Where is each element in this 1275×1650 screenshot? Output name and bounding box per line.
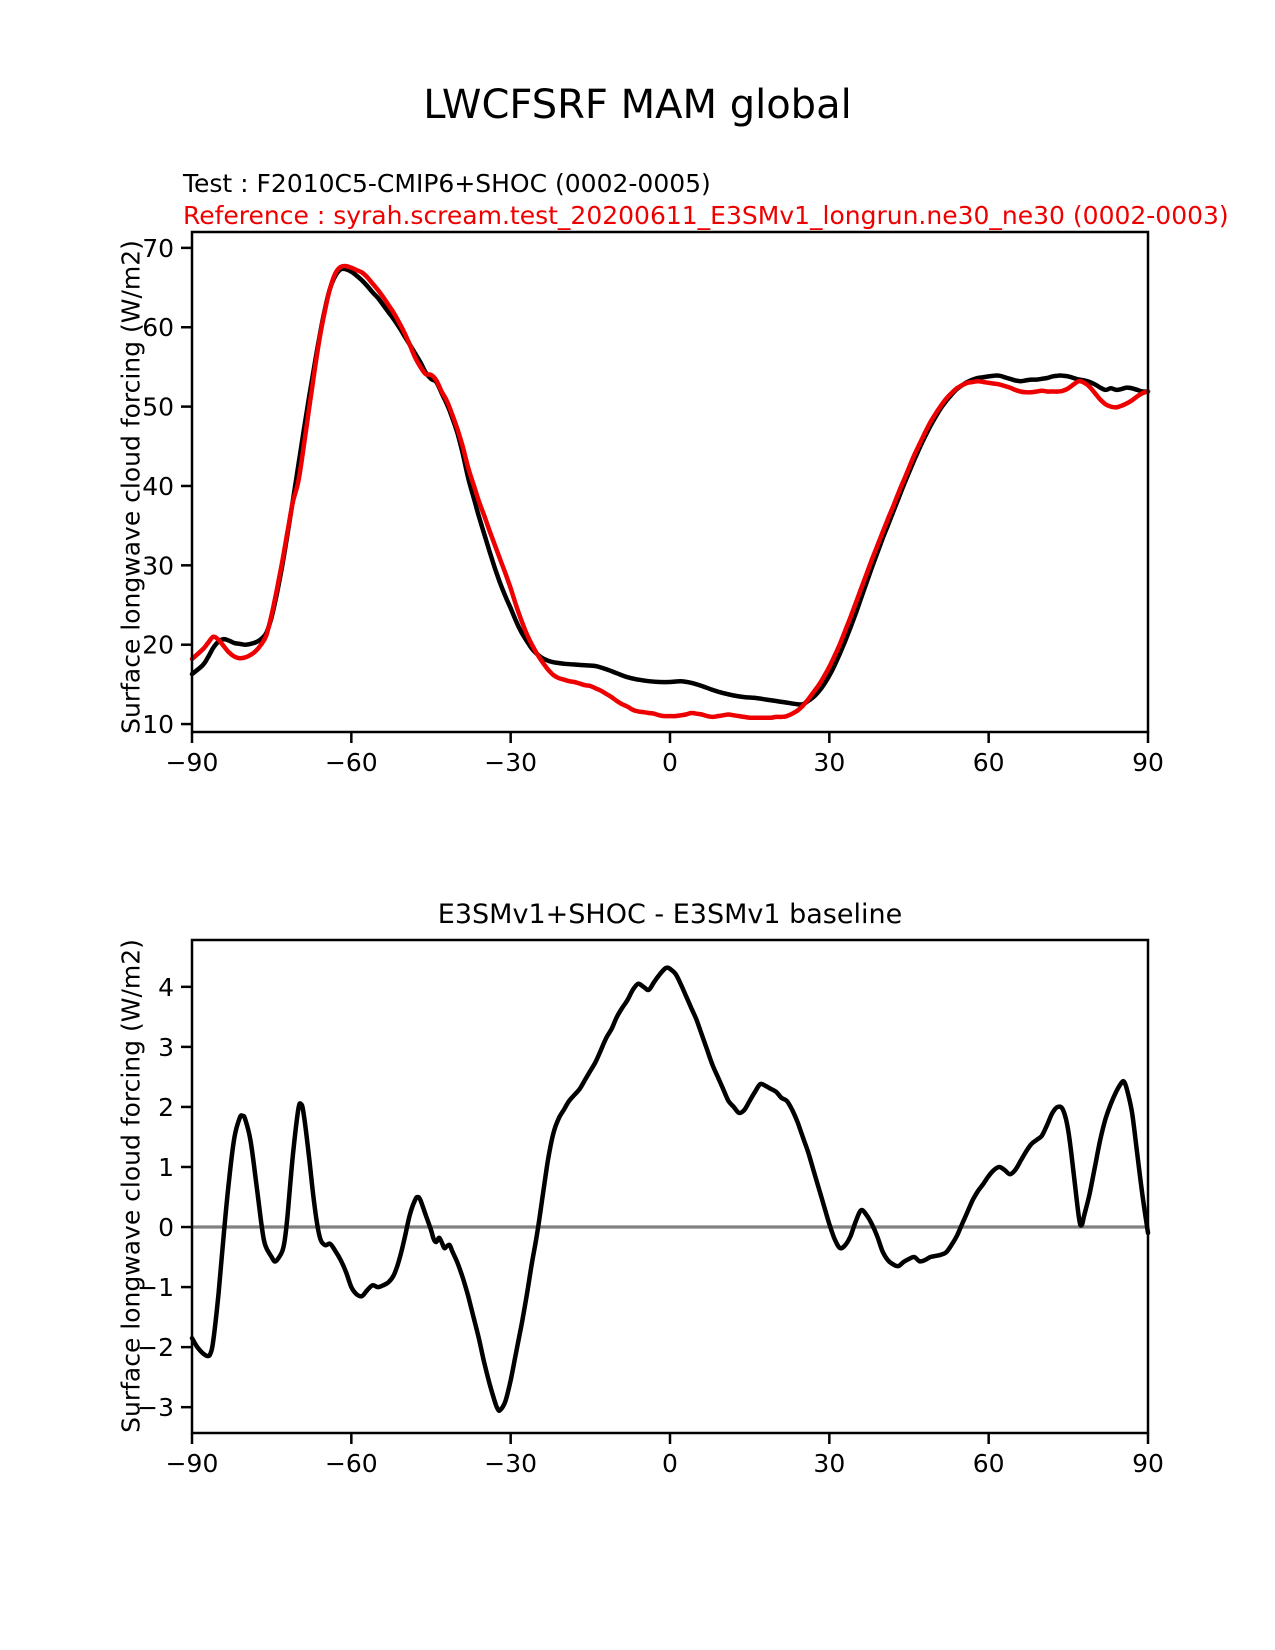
y-tick-label: 70 <box>142 233 174 263</box>
y-tick-label: 10 <box>142 710 174 740</box>
x-tick-label: −30 <box>484 1449 538 1478</box>
axes-spines <box>192 232 1148 732</box>
x-tick-label: 0 <box>662 748 678 777</box>
bottom-chart-title: E3SMv1+SHOC - E3SMv1 baseline <box>437 899 903 930</box>
x-tick-label: −30 <box>484 748 538 777</box>
y-tick-label: 0 <box>158 1213 174 1243</box>
x-tick-label: 90 <box>1132 1449 1164 1478</box>
x-tick-label: −90 <box>165 1449 219 1478</box>
y-tick-label: 50 <box>142 392 174 422</box>
x-tick-label: 30 <box>813 748 846 777</box>
y-tick-label: 2 <box>158 1092 174 1122</box>
x-tick-label: 60 <box>972 1449 1005 1478</box>
axes-spines <box>192 940 1148 1433</box>
x-tick-label: −60 <box>324 1449 378 1478</box>
bottom-chart-y-axis-label: Surface longwave cloud forcing (W/m2) <box>116 939 146 1433</box>
difference-curve <box>192 968 1148 1411</box>
y-tick-label: −1 <box>137 1273 174 1303</box>
x-tick-label: 30 <box>813 1449 846 1478</box>
y-tick-label: 30 <box>142 551 174 581</box>
figure-title: LWCFSRF MAM global <box>423 82 852 128</box>
test-series-label: Test : F2010C5-CMIP6+SHOC (0002-0005) <box>183 169 711 198</box>
x-tick-label: −60 <box>324 748 378 777</box>
x-tick-label: 60 <box>972 748 1005 777</box>
y-tick-label: −2 <box>137 1333 174 1363</box>
x-tick-label: 90 <box>1132 748 1164 777</box>
reference-curve <box>192 266 1148 718</box>
y-tick-label: 3 <box>158 1032 174 1062</box>
test-curve <box>192 269 1148 705</box>
y-tick-label: 4 <box>158 972 174 1002</box>
y-tick-label: 60 <box>142 313 174 343</box>
y-tick-label: −3 <box>137 1393 174 1423</box>
y-tick-label: 20 <box>142 630 174 660</box>
y-tick-label: 1 <box>158 1152 174 1182</box>
x-tick-label: −90 <box>165 748 219 777</box>
top-chart-y-axis-label: Surface longwave cloud forcing (W/m2) <box>116 240 146 734</box>
x-tick-label: 0 <box>662 1449 678 1478</box>
y-tick-label: 40 <box>142 471 174 501</box>
reference-series-label: Reference : syrah.scream.test_20200611_E3SMv1_longrun.ne30_ne30 (0002-0003) <box>183 201 1229 230</box>
